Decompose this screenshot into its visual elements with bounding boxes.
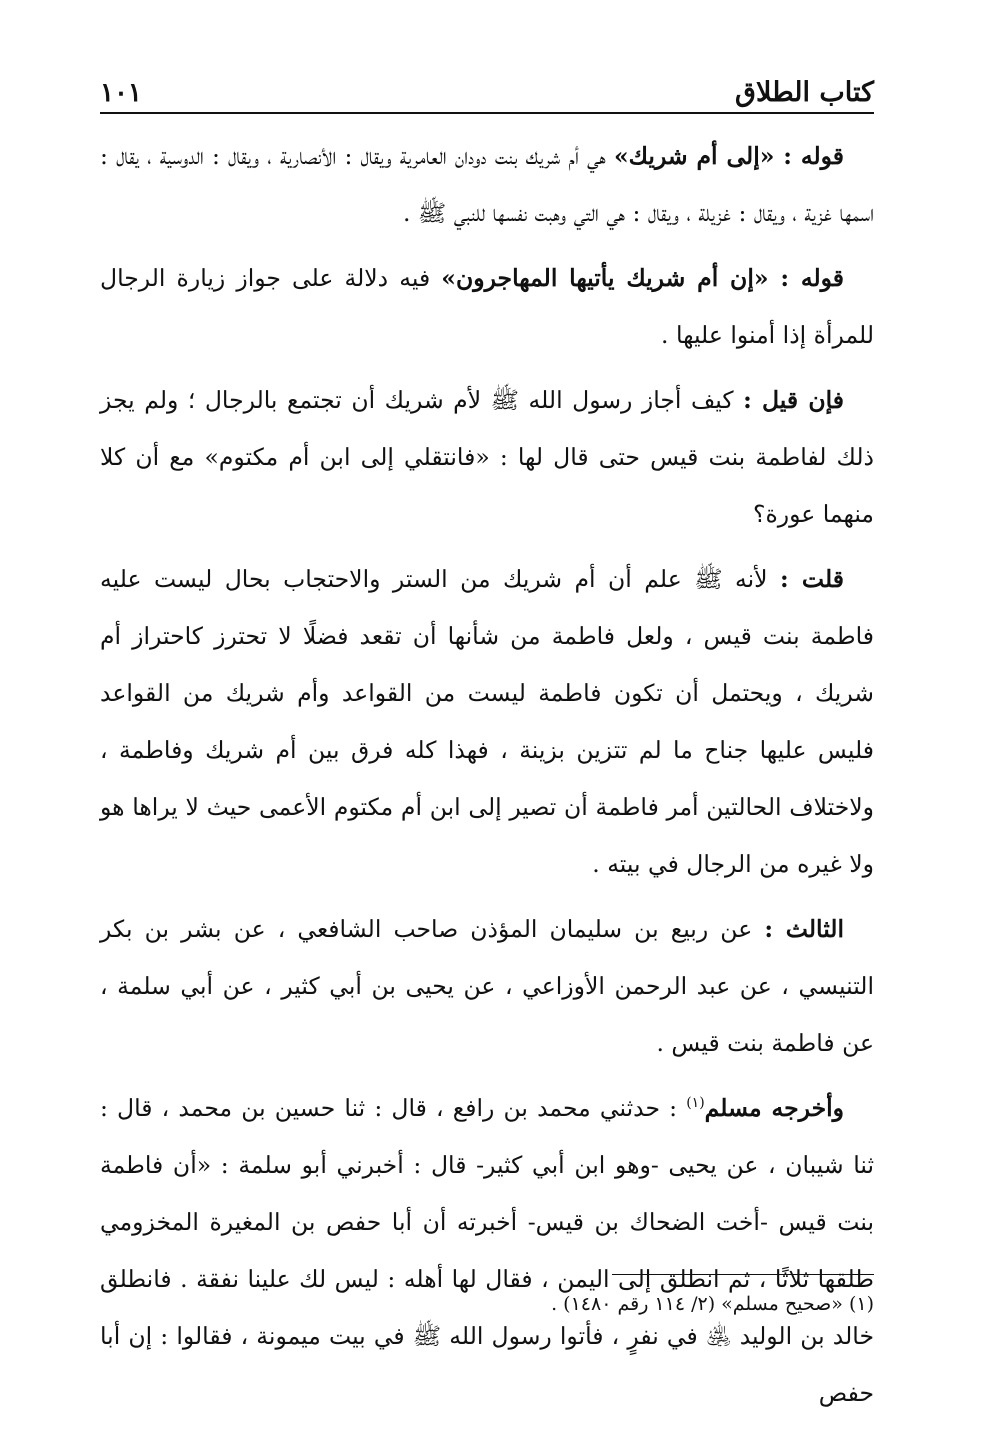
paragraph-lead: وأخرجه مسلم: [704, 1094, 844, 1122]
paragraph-text: هي أم شريك بنت دودان العامرية ويقال : الأنصارية ، ويقال : الدوسية ، يقال : اسمها غزية ، ويقال : غزيلة ، ويقال : هي التي وهبت نفسها للنبي ﷺ .: [100, 142, 874, 227]
paragraph-qawluhu-muhajirun: [100, 250, 874, 364]
paragraph-lead: قوله : «إن أم شريك يأتيها المهاجرون»: [441, 264, 844, 292]
paragraph-al-thalith: [100, 901, 874, 1072]
footnote: (١) «صحيح مسلم» (٢/ ١١٤ رقم ١٤٨٠) .: [551, 1293, 874, 1315]
paragraph-akhrajahu-muslim: [100, 1080, 874, 1422]
paragraph-fa-in-qila: [100, 372, 874, 543]
body-text: [100, 128, 874, 1430]
header-title: كتاب الطلاق: [735, 77, 874, 108]
paragraph-qawluhu-umm-sharik: [100, 128, 874, 242]
page-number: ١٠١: [100, 78, 142, 108]
paragraph-lead: فإن قيل :: [743, 386, 844, 414]
paragraph-text: عن ربيع بن سليمان المؤذن صاحب الشافعي ، عن بشر بن بكر التنيسي ، عن عبد الرحمن الأوزاعي ، عن يحيى بن أبي كثير ، عن أبي سلمة ، عن فاطمة بنت قيس .: [100, 915, 874, 1057]
paragraph-text: : حدثني محمد بن رافع ، قال : ثنا حسين بن محمد ، قال : ثنا شيبان ، عن يحيى -وهو ابن أبي كثير- قال : أخبرني أبو سلمة : «أن فاطمة بنت قيس -أخت الضحاك بن قيس- أخبرته أن أبا حفص بن المغيرة المخزومي طلقها ثلاثًا ، ثم انطلق إلى اليمن ، فقال لها أهله : ليس لك علينا نفقة . فانطلق خالد بن الوليد ﵁ في نفرٍ ، فأتوا رسول الله ﷺ في بيت ميمونة ، فقالوا : إن أبا حفص: [100, 1094, 874, 1407]
paragraph-lead: الثالث :: [764, 915, 844, 943]
paragraph-qultu: [100, 551, 874, 893]
paragraph-text: لأنه ﷺ علم أن أم شريك من الستر والاحتجاب بحال ليست عليه فاطمة بنت قيس ، ولعل فاطمة من شأنها أن تقعد فضلًا لا تحترز كاحتراز أم شريك ، ويحتمل أن تكون فاطمة ليست من القواعد وأم شريك من القواعد فليس عليها جناح ما لم تتزين بزينة ، فهذا كله فرق بين أم شريك وفاطمة ، ولاختلاف الحالتين أمر فاطمة أن تصير إلى ابن أم مكتوم الأعمى حيث لا يراها هو ولا غيره من الرجال في بيته .: [100, 565, 874, 878]
footnote-rule: [612, 1274, 874, 1275]
paragraph-lead: قلت :: [780, 565, 844, 593]
page-header: [100, 58, 874, 108]
paragraph-text: فيه دلالة على جواز زيارة الرجال للمرأة إذا أمنوا عليها .: [100, 264, 874, 349]
paragraph-lead: قوله : «إلى أم شريك»: [613, 142, 844, 170]
header-rule: [100, 112, 874, 114]
paragraph-text: كيف أجاز رسول الله ﷺ لأم شريك أن تجتمع بالرجال ؛ ولم يجز ذلك لفاطمة بنت قيس حتى قال لها : «فانتقلي إلى ابن أم مكتوم» مع أن كلا منهما عورة؟: [100, 386, 874, 528]
footnote-reference: (١): [686, 1095, 705, 1112]
